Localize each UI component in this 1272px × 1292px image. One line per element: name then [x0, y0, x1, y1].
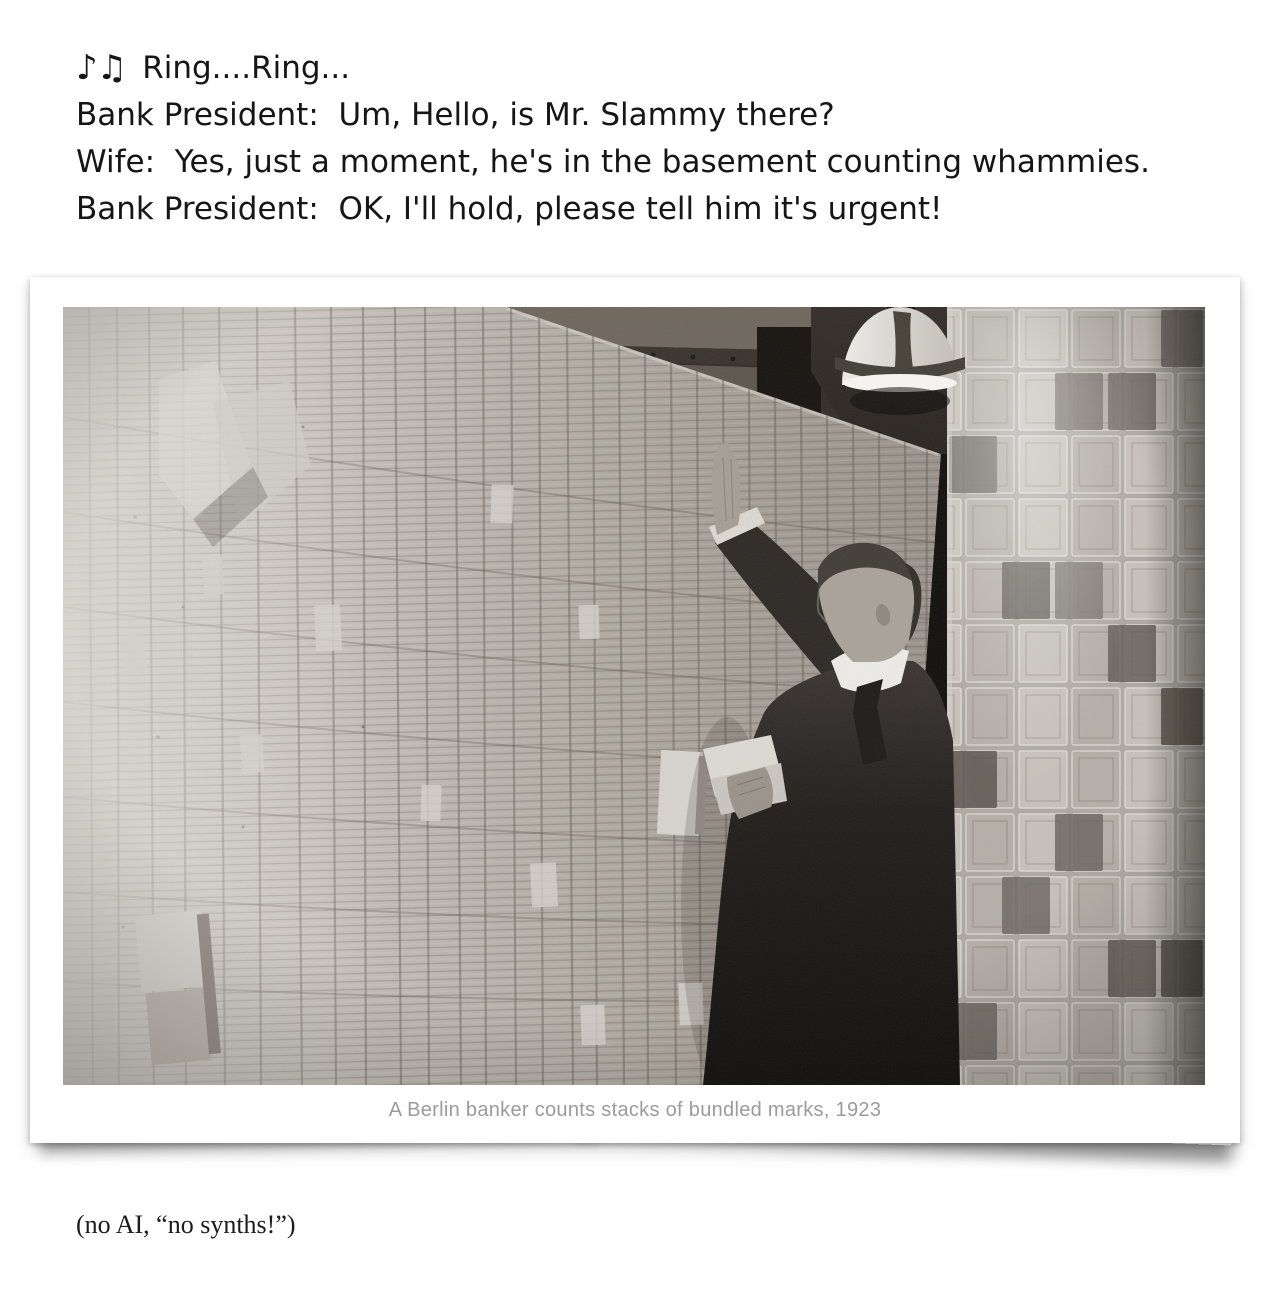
- photo-caption: A Berlin banker counts stacks of bundled marks, 1923: [388, 1099, 882, 1121]
- footer-note: (no AI, “no synths!”): [76, 1210, 296, 1239]
- vault-photo-illustration: [63, 307, 1205, 1085]
- dialog-text-block: [76, 44, 1216, 233]
- dialog-line-bank-president-1: Bank President: Um, Hello, is Mr. Slammy there?: [76, 97, 835, 133]
- photo-frame: [30, 277, 1240, 1143]
- dialog-line-bank-president-2: Bank President: OK, I'll hold, please tell him it's urgent!: [76, 191, 943, 227]
- vault-photo: [63, 307, 1205, 1085]
- dialog-line-wife: Wife: Yes, just a moment, he's in the basement counting whammies.: [76, 144, 1150, 180]
- music-notes-icon: ♪♫: [76, 48, 127, 88]
- intro-line: [76, 44, 1216, 92]
- intro-line-text: Ring....Ring...: [142, 50, 351, 86]
